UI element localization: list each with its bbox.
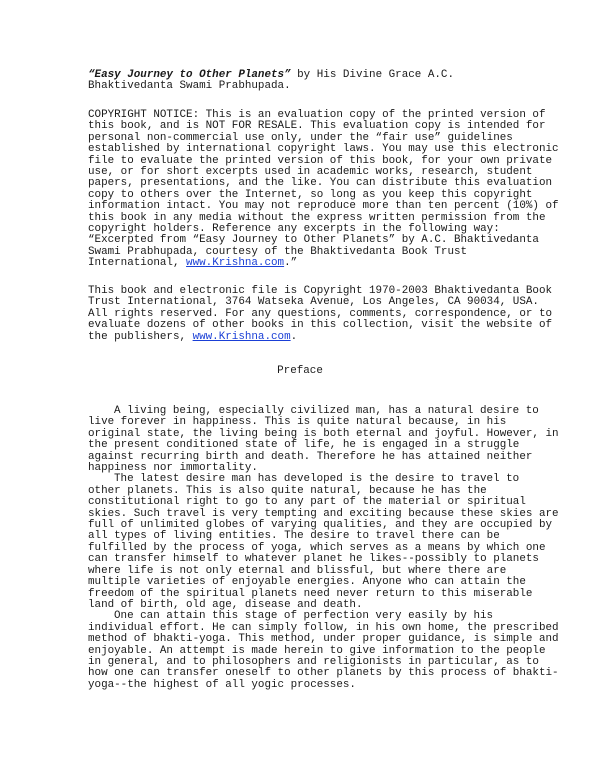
title-block xyxy=(88,70,528,93)
text-line: This book and electronic file is Copyright 1970-2003 Bhaktivedanta Book xyxy=(88,285,553,297)
text-line: All rights reserved. For any questions, comments, correspondence, or to xyxy=(88,307,553,320)
krishna-website-link[interactable]: www.Krishna.com xyxy=(186,257,285,270)
preface-line: multiple varieties of enjoyable energies. Anyone who can attain the xyxy=(88,576,526,589)
preface-line: all types of living entities. The desire to travel there can be xyxy=(88,530,500,543)
text-line xyxy=(88,258,528,269)
preface-line: method of bhakti-yoga. This method, under proper guidance, is simple and xyxy=(88,633,559,646)
preface-line: how one can transfer oneself to other planets by this process of bhakti- xyxy=(88,667,559,680)
preface-line: can transfer himself to whatever planet he likes--possibly to planets xyxy=(88,553,539,566)
text-fragment: the publishers, xyxy=(88,330,193,343)
preface-line: enjoyable. An attempt is made herein to give information to the people xyxy=(88,644,546,657)
preface-line: The latest desire man has developed is the desire to travel to xyxy=(114,473,520,486)
text-line: copy to others over the Internet, so long as you keep this copyright xyxy=(88,188,533,201)
krishna-website-link[interactable]: www.Krishna.com xyxy=(192,330,291,343)
preface-line: land of birth, old age, disease and death. xyxy=(88,598,363,611)
byline-part-1: by His Divine Grace A.C. xyxy=(290,69,454,81)
copyright-notice xyxy=(88,109,559,270)
text-line: Trust International, 3764 Watseka Avenue, Los Angeles, CA 90034, USA. xyxy=(88,296,539,309)
text-fragment: International, xyxy=(88,257,187,270)
preface-line: individual effort. He can simply follow, in his own home, the prescribed xyxy=(88,621,559,634)
preface-line: where life is not only eternal and blissful, but where there are xyxy=(88,564,507,577)
book-title: “Easy Journey to Other Planets” xyxy=(88,69,291,81)
preface-line: skies. Such travel is very tempting and exciting because these skies are xyxy=(88,507,559,520)
preface-line: One can attain this stage of perfection very easily by his xyxy=(114,610,494,623)
preface-line: happiness nor immortality. xyxy=(88,462,258,475)
preface-line: yoga--the highest of all yogic processes. xyxy=(88,678,356,691)
text-line: evaluate dozens of other books in this collection, visit the website of xyxy=(88,319,553,332)
text-line: Swami Prabhupada, courtesy of the Bhaktivedanta Book Trust xyxy=(88,245,468,258)
text-fragment: . xyxy=(290,330,298,343)
preface-line: freedom of the spiritual planets need never return to this miserable xyxy=(88,587,533,600)
copyright-statement xyxy=(88,285,553,343)
text-line: personal non-commercial use only, under the “fair use” guidelines xyxy=(88,131,513,144)
preface-line: live forever in happiness. This is quite natural because, in his xyxy=(88,416,507,429)
text-line: copyright holders. Reference any excerpts in the following way: xyxy=(88,223,500,236)
preface-line: full of unlimited globes of varying qualities, and they are occupied by xyxy=(88,519,553,532)
text-fragment: .” xyxy=(284,257,298,270)
text-line: established by international copyright laws. You may use this electronic xyxy=(88,143,559,156)
text-line: information intact. You may not reproduce more than ten percent (10%) of xyxy=(88,200,559,213)
preface-heading: Preface xyxy=(277,365,323,377)
preface-line: in general, and to philosophers and religionists in particular, as to xyxy=(88,655,539,668)
text-line: papers, presentations, and the like. You can distribute this evaluation xyxy=(88,177,553,190)
preface-line: fulfilled by the process of yoga, which serves as a means by which one xyxy=(88,541,546,554)
preface-line: original state, the living being is both eternal and joyful. However, in xyxy=(88,427,559,440)
text-line: “Excerpted from “Easy Journey to Other Planets” by A.C. Bhaktivedanta xyxy=(88,234,539,247)
text-line: this book, and is NOT FOR RESALE. This evaluation copy is intended for xyxy=(88,120,546,133)
text-line: COPYRIGHT NOTICE: This is an evaluation copy of the printed version of xyxy=(88,109,546,121)
preface-body xyxy=(88,405,559,691)
preface-line: other planets. This is also quite natural, because he has the xyxy=(88,484,487,497)
text-line: use, or for short excerpts used in academic works, research, student xyxy=(88,166,533,179)
text-line: file to evaluate the printed version of this book, for your own private xyxy=(88,154,553,167)
byline-part-2: Bhaktivedanta Swami Prabhupada. xyxy=(88,80,291,93)
preface-line: the present conditioned state of life, he is engaged in a struggle xyxy=(88,439,520,452)
preface-line: constitutional right to go to any part of the material or spiritual xyxy=(88,496,526,509)
preface-line: against recurring birth and death. Therefore he has attained neither xyxy=(88,450,533,463)
text-line xyxy=(88,332,528,343)
preface-line: A living being, especially civilized man, has a natural desire to xyxy=(114,405,539,417)
text-line: this book in any media without the express written permission from the xyxy=(88,211,546,224)
